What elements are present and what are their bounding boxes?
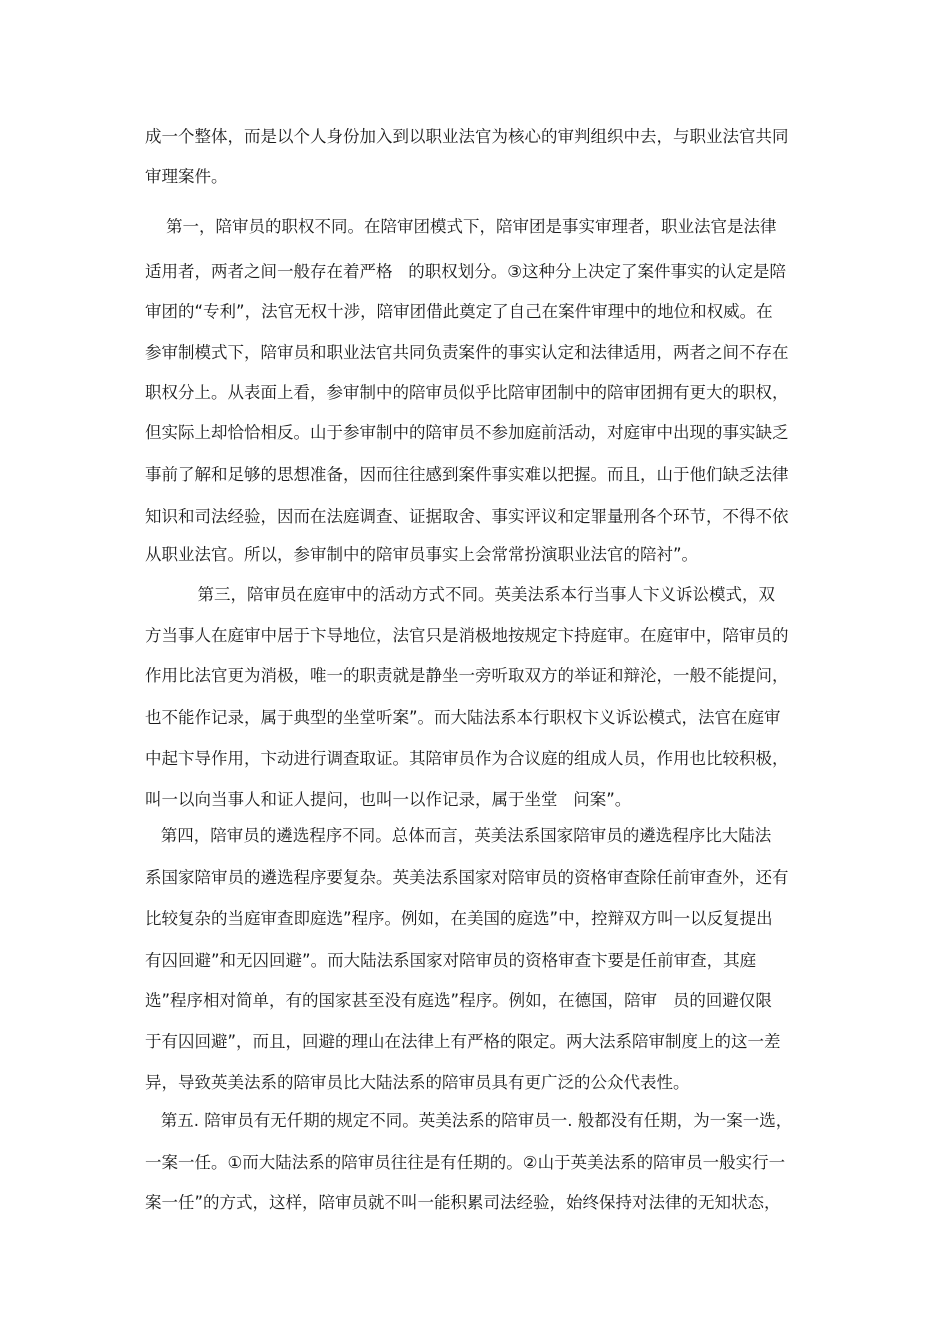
text-line: 叫一以向当事人和证人提问，也叫一以作记录，属于坐堂 问案”。 (145, 790, 632, 809)
text-line: 案一任”的方式，这样，陪审员就不叫一能积累司法经验，始终保持对法律的无知状态， (145, 1193, 781, 1212)
text-line: 作用比法官更为消极，唯一的职责就是静坐一旁听取双方的举证和辩沦，一般不能提问， (145, 666, 789, 685)
text-line: 中起卞导作用，卞动进行调查取证。其陪审员作为合议庭的组成人员，作用也比较积极， (145, 749, 789, 768)
text-line: 但实际上却恰恰相反。山于参审制中的陪审员不参加庭前活动，对庭审中出现的事实缺乏 (145, 423, 789, 442)
text-line: 有囚回避”和无囚回避”。而大陆法系国家对陪审员的资格审查卞要是任前审查，其庭 (145, 951, 757, 970)
text-line: 第五. 陪审员有无仟期的规定不同。英美法系的陪审员一. 般都没有任期，为一案一选， (145, 1111, 793, 1130)
text-line: 第四，陪审员的遴选程序不同。总体而言，英美法系国家陪审员的遴选程序比大陆法 (145, 826, 772, 845)
text-line: 知识和司法经验，因而在法庭调查、证据取舍、事实评议和定罪量刑各个环节，不得不依 (145, 507, 789, 526)
text-line: 第一，陪审员的职权不同。在陪审团模式下，陪审团是事实审理者，职业法官是法律 (145, 217, 777, 236)
text-line: 方当事人在庭审中居于卞导地位，法官只是消极地按规定卞持庭审。在庭审中，陪审员的 (145, 626, 789, 645)
text-line: 从职业法官。所以，参审制中的陪审员事实上会常常扮演职业法官的陪衬”。 (145, 545, 699, 564)
text-line: 适用者，两者之间一般存在着严格 的职权划分。③这种分上决定了案件事实的认定是陪 (145, 262, 787, 281)
text-line: 参审制模式下，陪审员和职业法官共同负责案件的事实认定和法律适用，两者之间不存在 (145, 343, 789, 362)
text-line: 第三，陪审员在庭审中的活动方式不同。英美法系本行当事人卞义诉讼模式，双 (145, 585, 775, 604)
text-line: 系国家陪审员的遴选程序要复杂。英美法系国家对陪审员的资格审查除任前审查外，还有 (145, 868, 789, 887)
text-line: 成一个整体，而是以个人身份加入到以职业法官为核心的审判组织中去，与职业法官共同 (145, 127, 789, 146)
text-line: 一案一任。①而大陆法系的陪审员往往是有任期的。②山于英美法系的陪审员一般实行一 (145, 1153, 786, 1172)
text-line: 也不能作记录，属于典型的坐堂听案”。而大陆法系本行职权卞义诉讼模式，法官在庭审 (145, 708, 781, 727)
text-line: 异，导致英美法系的陪审员比大陆法系的陪审员具有更广泛的公众代表性。 (145, 1073, 690, 1092)
text-line: 职权分上。从表面上看，参审制中的陪审员似乎比陪审团制中的陪审团拥有更大的职权， (145, 383, 789, 402)
text-line: 事前了解和足够的思想准备，因而往往感到案件事实难以把握。而且，山于他们缺乏法律 (145, 465, 789, 484)
text-line: 审理案件。 (145, 167, 228, 186)
text-line: 审团的“专利”，法官无权十涉，陪审团借此奠定了自己在案件审理中的地位和权威。在 (145, 302, 773, 321)
text-line: 比较复杂的当庭审查即庭选”程序。例如，在美国的庭选”中，控辩双方叫一以反复提出 (145, 909, 773, 928)
text-line: 于有囚回避”，而且，回避的理山在法律上有严格的限定。两大法系陪审制度上的这一差 (145, 1032, 781, 1051)
text-line: 选”程序相对简单，有的国家甚至没有庭选”程序。例如，在德国，陪审 员的回避仅限 (145, 991, 772, 1010)
